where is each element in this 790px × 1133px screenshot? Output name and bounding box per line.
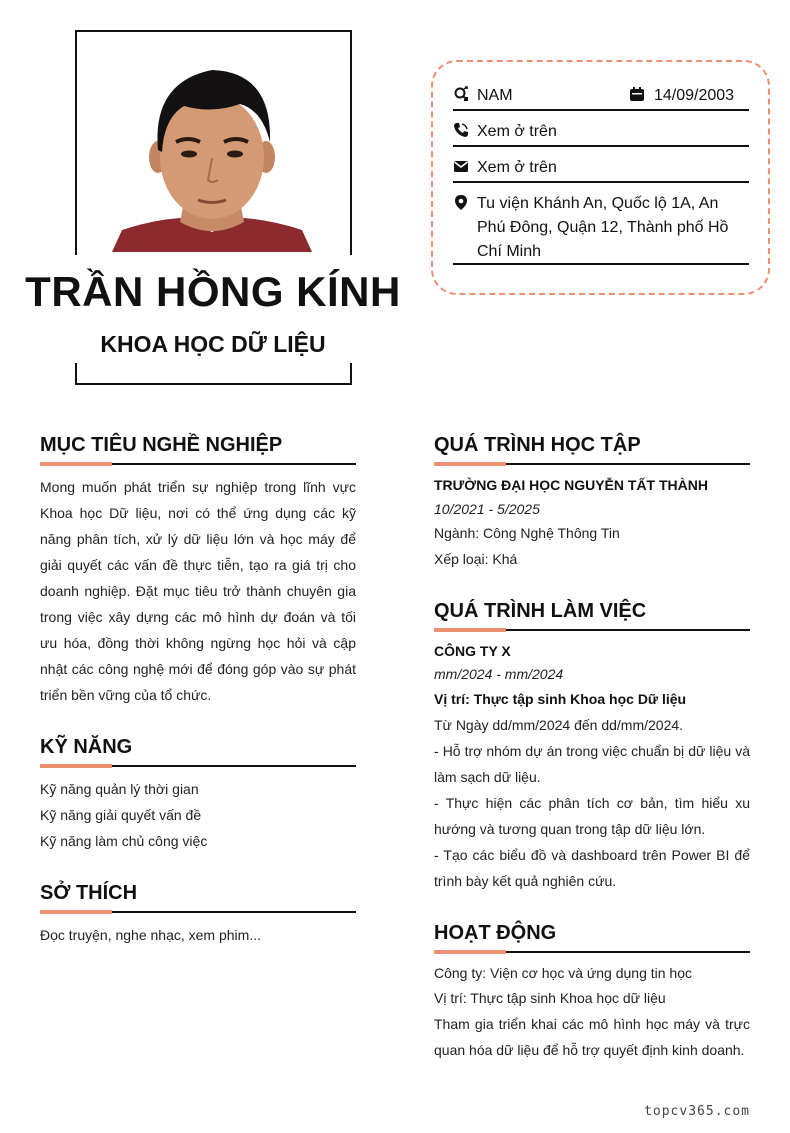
education-field: Ngành: Công Nghệ Thông Tin bbox=[434, 525, 620, 541]
skill-item: Kỹ năng làm chủ công việc bbox=[40, 833, 208, 849]
activities-accent bbox=[434, 950, 506, 954]
phone-icon bbox=[453, 122, 469, 138]
activities-title: HOẠT ĐỘNG bbox=[434, 922, 557, 944]
experience-accent bbox=[434, 628, 506, 632]
experience-title: QUÁ TRÌNH LÀM VIỆC bbox=[434, 600, 647, 622]
company-name: CÔNG TY X bbox=[434, 643, 511, 659]
experience-from: Từ Ngày dd/mm/2024 đến dd/mm/2024. bbox=[434, 717, 684, 733]
education-title: QUÁ TRÌNH HỌC TẬP bbox=[434, 434, 641, 456]
frame-border-right-lower bbox=[350, 363, 352, 385]
activities-position: Vị trí: Thực tập sinh Khoa học dữ liệu bbox=[434, 990, 666, 1006]
address-value: Tu viện Khánh An, Quốc lộ 1A, An Phú Đông, Quận 12, Thành phố Hồ Chí Minh bbox=[477, 195, 729, 260]
objective-accent bbox=[40, 462, 112, 466]
hobbies-accent bbox=[40, 910, 112, 914]
frame-border-bottom bbox=[75, 383, 352, 385]
hobbies-title: SỞ THÍCH bbox=[40, 882, 138, 904]
frame-border-right bbox=[350, 30, 352, 255]
contact-box bbox=[431, 60, 770, 295]
email-value[interactable]: Xem ở trên bbox=[477, 159, 557, 176]
contact-row-gender bbox=[453, 84, 749, 111]
footer-watermark: topcv365.com bbox=[644, 1104, 750, 1119]
hobbies-text: Đọc truyện, nghe nhạc, xem phim... bbox=[40, 927, 261, 943]
candidate-name: TRẦN HỒNG KÍNH bbox=[25, 268, 401, 315]
objective-text: Mong muốn phát triển sự nghiệp trong lĩnh vực Khoa học Dữ liệu, nơi có thể ứng dụng các kỹ năng phân tích, xử lý dữ liệu lớn và học máy để giải quyết các vấn đề thực tiễn, tạo ra giá trị cho doanh nghiệp. Đặt mục tiêu trở thành chuyên gia trong việc xây dựng các mô hình dự đoán và tối ưu hóa, đồng thời không ngừng học hỏi và cập nhật các công nghệ mới để đóng góp vào sự phát triển bền vững của tổ chức. bbox=[40, 479, 356, 703]
birthday-value: 14/09/2003 bbox=[654, 87, 735, 104]
gender-value: NAM bbox=[477, 87, 513, 104]
skills-title: KỸ NĂNG bbox=[40, 736, 133, 758]
skills-accent bbox=[40, 764, 112, 768]
contact-row-phone bbox=[453, 120, 749, 147]
experience-period: mm/2024 - mm/2024 bbox=[434, 666, 564, 682]
education-accent bbox=[434, 462, 506, 466]
frame-border-left bbox=[75, 30, 77, 255]
contact-row-address bbox=[453, 192, 749, 265]
envelope-icon bbox=[453, 158, 469, 174]
education-grade: Xếp loại: Khá bbox=[434, 551, 518, 567]
activities-text: Tham gia triển khai các mô hình học máy và trực quan hóa dữ liệu để hỗ trợ quyết định kinh doanh. bbox=[434, 1016, 750, 1058]
skill-item: Kỹ năng giải quyết vấn đề bbox=[40, 807, 202, 823]
objective-title: MỤC TIÊU NGHỀ NGHIỆP bbox=[40, 434, 283, 456]
map-pin-icon bbox=[453, 194, 469, 210]
school-name: TRƯỜNG ĐẠI HỌC NGUYỄN TẤT THÀNH bbox=[434, 477, 708, 493]
phone-value[interactable]: Xem ở trên bbox=[477, 123, 557, 140]
candidate-major: KHOA HỌC DỮ LIỆU bbox=[100, 331, 326, 357]
contact-row-email bbox=[453, 156, 749, 183]
education-period: 10/2021 - 5/2025 bbox=[434, 501, 540, 517]
experience-position: Vị trí: Thực tập sinh Khoa học Dữ liệu bbox=[434, 691, 687, 707]
calendar-icon bbox=[629, 86, 645, 102]
gender-icon bbox=[453, 86, 469, 102]
frame-border-top bbox=[75, 30, 352, 32]
skill-item: Kỹ năng quản lý thời gian bbox=[40, 781, 199, 797]
frame-border-left-lower bbox=[75, 363, 77, 385]
activities-company: Công ty: Viện cơ học và ứng dụng tin học bbox=[434, 965, 693, 981]
experience-bullet: - Tạo các biểu đồ và dashboard trên Power BI để trình bày kết quả nghiên cứu. bbox=[434, 847, 750, 889]
profile-photo bbox=[112, 62, 312, 252]
experience-bullet: - Thực hiện các phân tích cơ bản, tìm hiểu xu hướng và tương quan trong tập dữ liệu lớn. bbox=[434, 795, 750, 837]
experience-bullet: - Hỗ trợ nhóm dự án trong việc chuẩn bị dữ liệu và làm sạch dữ liệu. bbox=[434, 743, 750, 785]
